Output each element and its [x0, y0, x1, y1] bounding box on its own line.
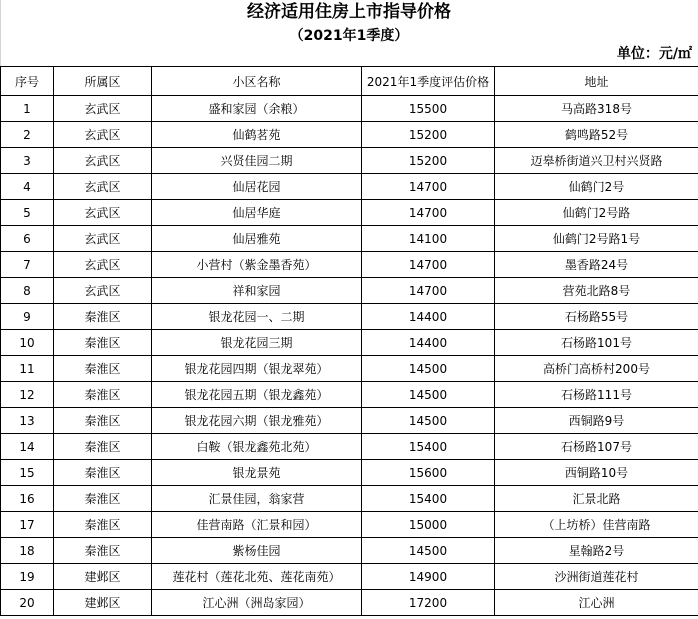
cell-address[interactable]: （上坊桥）佳营南路 — [495, 512, 698, 538]
table-row — [1, 330, 698, 356]
cell-district[interactable]: 秦淮区 — [54, 512, 152, 538]
cell-price[interactable]: 15400 — [362, 434, 495, 460]
table-row — [1, 278, 698, 304]
table-body — [1, 96, 698, 616]
table-row — [1, 304, 698, 330]
cell-price[interactable]: 15000 — [362, 512, 495, 538]
cell-index[interactable]: 16 — [1, 486, 54, 512]
table-row — [1, 382, 698, 408]
cell-price[interactable]: 17200 — [362, 590, 495, 616]
cell-community[interactable]: 江心洲（洲岛家园） — [152, 590, 362, 616]
cell-address[interactable]: 仙鹤门2号 — [495, 174, 698, 200]
cell-district[interactable]: 玄武区 — [54, 278, 152, 304]
cell-address[interactable]: 马高路318号 — [495, 96, 698, 122]
cell-district[interactable]: 玄武区 — [54, 252, 152, 278]
cell-index[interactable]: 15 — [1, 460, 54, 486]
table-row — [1, 226, 698, 252]
header-cell-index[interactable]: 序号 — [1, 67, 54, 96]
cell-price[interactable]: 14700 — [362, 174, 495, 200]
cell-index[interactable]: 10 — [1, 330, 54, 356]
cell-district[interactable]: 秦淮区 — [54, 304, 152, 330]
cell-address[interactable]: 沙洲街道莲花村 — [495, 564, 698, 590]
table-row — [1, 512, 698, 538]
cell-address[interactable]: 仙鹤门2号路1号 — [495, 226, 698, 252]
cell-price[interactable]: 14400 — [362, 304, 495, 330]
cell-address[interactable]: 汇景北路 — [495, 486, 698, 512]
cell-community[interactable]: 小营村（紫金墨香苑） — [152, 252, 362, 278]
table-row — [1, 486, 698, 512]
cell-index[interactable]: 13 — [1, 408, 54, 434]
cell-price[interactable]: 14700 — [362, 278, 495, 304]
cell-address[interactable]: 仙鹤门2号路 — [495, 200, 698, 226]
cell-index[interactable]: 12 — [1, 382, 54, 408]
cell-index[interactable]: 7 — [1, 252, 54, 278]
cell-community[interactable]: 仙居花园 — [152, 174, 362, 200]
header-cell-district[interactable]: 所属区 — [54, 67, 152, 96]
cell-address[interactable]: 西铜路10号 — [495, 460, 698, 486]
cell-community[interactable]: 仙居华庭 — [152, 200, 362, 226]
cell-district[interactable]: 玄武区 — [54, 226, 152, 252]
cell-index[interactable]: 20 — [1, 590, 54, 616]
table-row — [1, 460, 698, 486]
cell-index[interactable]: 1 — [1, 96, 54, 122]
cell-district[interactable]: 建邺区 — [54, 590, 152, 616]
table-row — [1, 434, 698, 460]
table-row — [1, 590, 698, 616]
cell-community[interactable]: 银龙花园五期（银龙鑫苑） — [152, 382, 362, 408]
cell-price[interactable]: 14500 — [362, 538, 495, 564]
cell-index[interactable]: 3 — [1, 148, 54, 174]
table-row — [1, 564, 698, 590]
table-row — [1, 252, 698, 278]
unit-label: 单位：元/㎡ — [616, 46, 692, 62]
cell-district[interactable]: 玄武区 — [54, 96, 152, 122]
sheet-subtitle: （2021年1季度） — [289, 28, 409, 44]
cell-community[interactable]: 莲花村（莲花北苑、莲花南苑） — [152, 564, 362, 590]
cell-address[interactable]: 石杨路55号 — [495, 304, 698, 330]
cell-district[interactable]: 建邺区 — [54, 564, 152, 590]
cell-address[interactable]: 星翰路2号 — [495, 538, 698, 564]
cell-community[interactable]: 银龙花园六期（银龙雅苑） — [152, 408, 362, 434]
cell-address[interactable]: 迈皋桥街道兴卫村兴贤路 — [495, 148, 698, 174]
cell-community[interactable]: 银龙景苑 — [152, 460, 362, 486]
cell-index[interactable]: 5 — [1, 200, 54, 226]
cell-price[interactable]: 14900 — [362, 564, 495, 590]
table-row — [1, 538, 698, 564]
cell-index[interactable]: 2 — [1, 122, 54, 148]
cell-community[interactable]: 银龙花园四期（银龙翠苑） — [152, 356, 362, 382]
table-row — [1, 174, 698, 200]
cell-index[interactable]: 6 — [1, 226, 54, 252]
cell-index[interactable]: 4 — [1, 174, 54, 200]
cell-index[interactable]: 11 — [1, 356, 54, 382]
table-row — [1, 356, 698, 382]
cell-index[interactable]: 18 — [1, 538, 54, 564]
cell-district[interactable]: 秦淮区 — [54, 538, 152, 564]
cell-community[interactable]: 白鞍（银龙鑫苑北苑） — [152, 434, 362, 460]
cell-index[interactable]: 9 — [1, 304, 54, 330]
table-row — [1, 122, 698, 148]
cell-price[interactable]: 15200 — [362, 148, 495, 174]
cell-price[interactable]: 15600 — [362, 460, 495, 486]
price-table — [0, 66, 698, 616]
table-row — [1, 96, 698, 122]
cell-address[interactable]: 石杨路107号 — [495, 434, 698, 460]
header-cell-address[interactable]: 地址 — [495, 67, 698, 96]
cell-address[interactable]: 营苑北路8号 — [495, 278, 698, 304]
cell-district[interactable]: 玄武区 — [54, 174, 152, 200]
cell-district[interactable]: 秦淮区 — [54, 408, 152, 434]
cell-address[interactable]: 石杨路111号 — [495, 382, 698, 408]
cell-district[interactable]: 秦淮区 — [54, 460, 152, 486]
cell-community[interactable]: 仙居雅苑 — [152, 226, 362, 252]
cell-community[interactable]: 仙鹤茗苑 — [152, 122, 362, 148]
cell-price[interactable]: 14500 — [362, 382, 495, 408]
cell-address[interactable]: 石杨路101号 — [495, 330, 698, 356]
cell-district[interactable]: 秦淮区 — [54, 382, 152, 408]
cell-price[interactable]: 14400 — [362, 330, 495, 356]
cell-price[interactable]: 15400 — [362, 486, 495, 512]
cell-community[interactable]: 银龙花园三期 — [152, 330, 362, 356]
header-cell-price[interactable]: 2021年1季度评估价格 — [362, 67, 495, 96]
cell-community[interactable]: 汇景佳园，翁家营 — [152, 486, 362, 512]
cell-price[interactable]: 14500 — [362, 356, 495, 382]
cell-address[interactable]: 鹤鸣路52号 — [495, 122, 698, 148]
cell-index[interactable]: 14 — [1, 434, 54, 460]
table-row — [1, 148, 698, 174]
cell-district[interactable]: 秦淮区 — [54, 486, 152, 512]
table-row — [1, 408, 698, 434]
header-row — [1, 67, 698, 96]
cell-price[interactable]: 15500 — [362, 96, 495, 122]
cell-price[interactable]: 14700 — [362, 200, 495, 226]
header-cell-community[interactable]: 小区名称 — [152, 67, 362, 96]
cell-district[interactable]: 玄武区 — [54, 122, 152, 148]
cell-district[interactable]: 秦淮区 — [54, 434, 152, 460]
cell-district[interactable]: 秦淮区 — [54, 330, 152, 356]
cell-address[interactable]: 高桥门高桥村200号 — [495, 356, 698, 382]
cell-price[interactable]: 14700 — [362, 252, 495, 278]
cell-district[interactable]: 玄武区 — [54, 200, 152, 226]
cell-community[interactable]: 银龙花园一、二期 — [152, 304, 362, 330]
cell-index[interactable]: 17 — [1, 512, 54, 538]
cell-price[interactable]: 15200 — [362, 122, 495, 148]
cell-address[interactable]: 墨香路24号 — [495, 252, 698, 278]
cell-index[interactable]: 19 — [1, 564, 54, 590]
cell-address[interactable]: 西铜路9号 — [495, 408, 698, 434]
cell-price[interactable]: 14500 — [362, 408, 495, 434]
cell-price[interactable]: 14100 — [362, 226, 495, 252]
table-row — [1, 200, 698, 226]
cell-community[interactable]: 佳营南路（汇景和园） — [152, 512, 362, 538]
cell-address[interactable]: 江心洲 — [495, 590, 698, 616]
cell-district[interactable]: 玄武区 — [54, 148, 152, 174]
cell-community[interactable]: 兴贤佳园二期 — [152, 148, 362, 174]
sheet-title: 经济适用住房上市指导价格 — [247, 2, 451, 22]
cell-community[interactable]: 祥和家园 — [152, 278, 362, 304]
cell-index[interactable]: 8 — [1, 278, 54, 304]
cell-district[interactable]: 秦淮区 — [54, 356, 152, 382]
cell-community[interactable]: 紫杨佳园 — [152, 538, 362, 564]
cell-community[interactable]: 盛和家园（余粮） — [152, 96, 362, 122]
